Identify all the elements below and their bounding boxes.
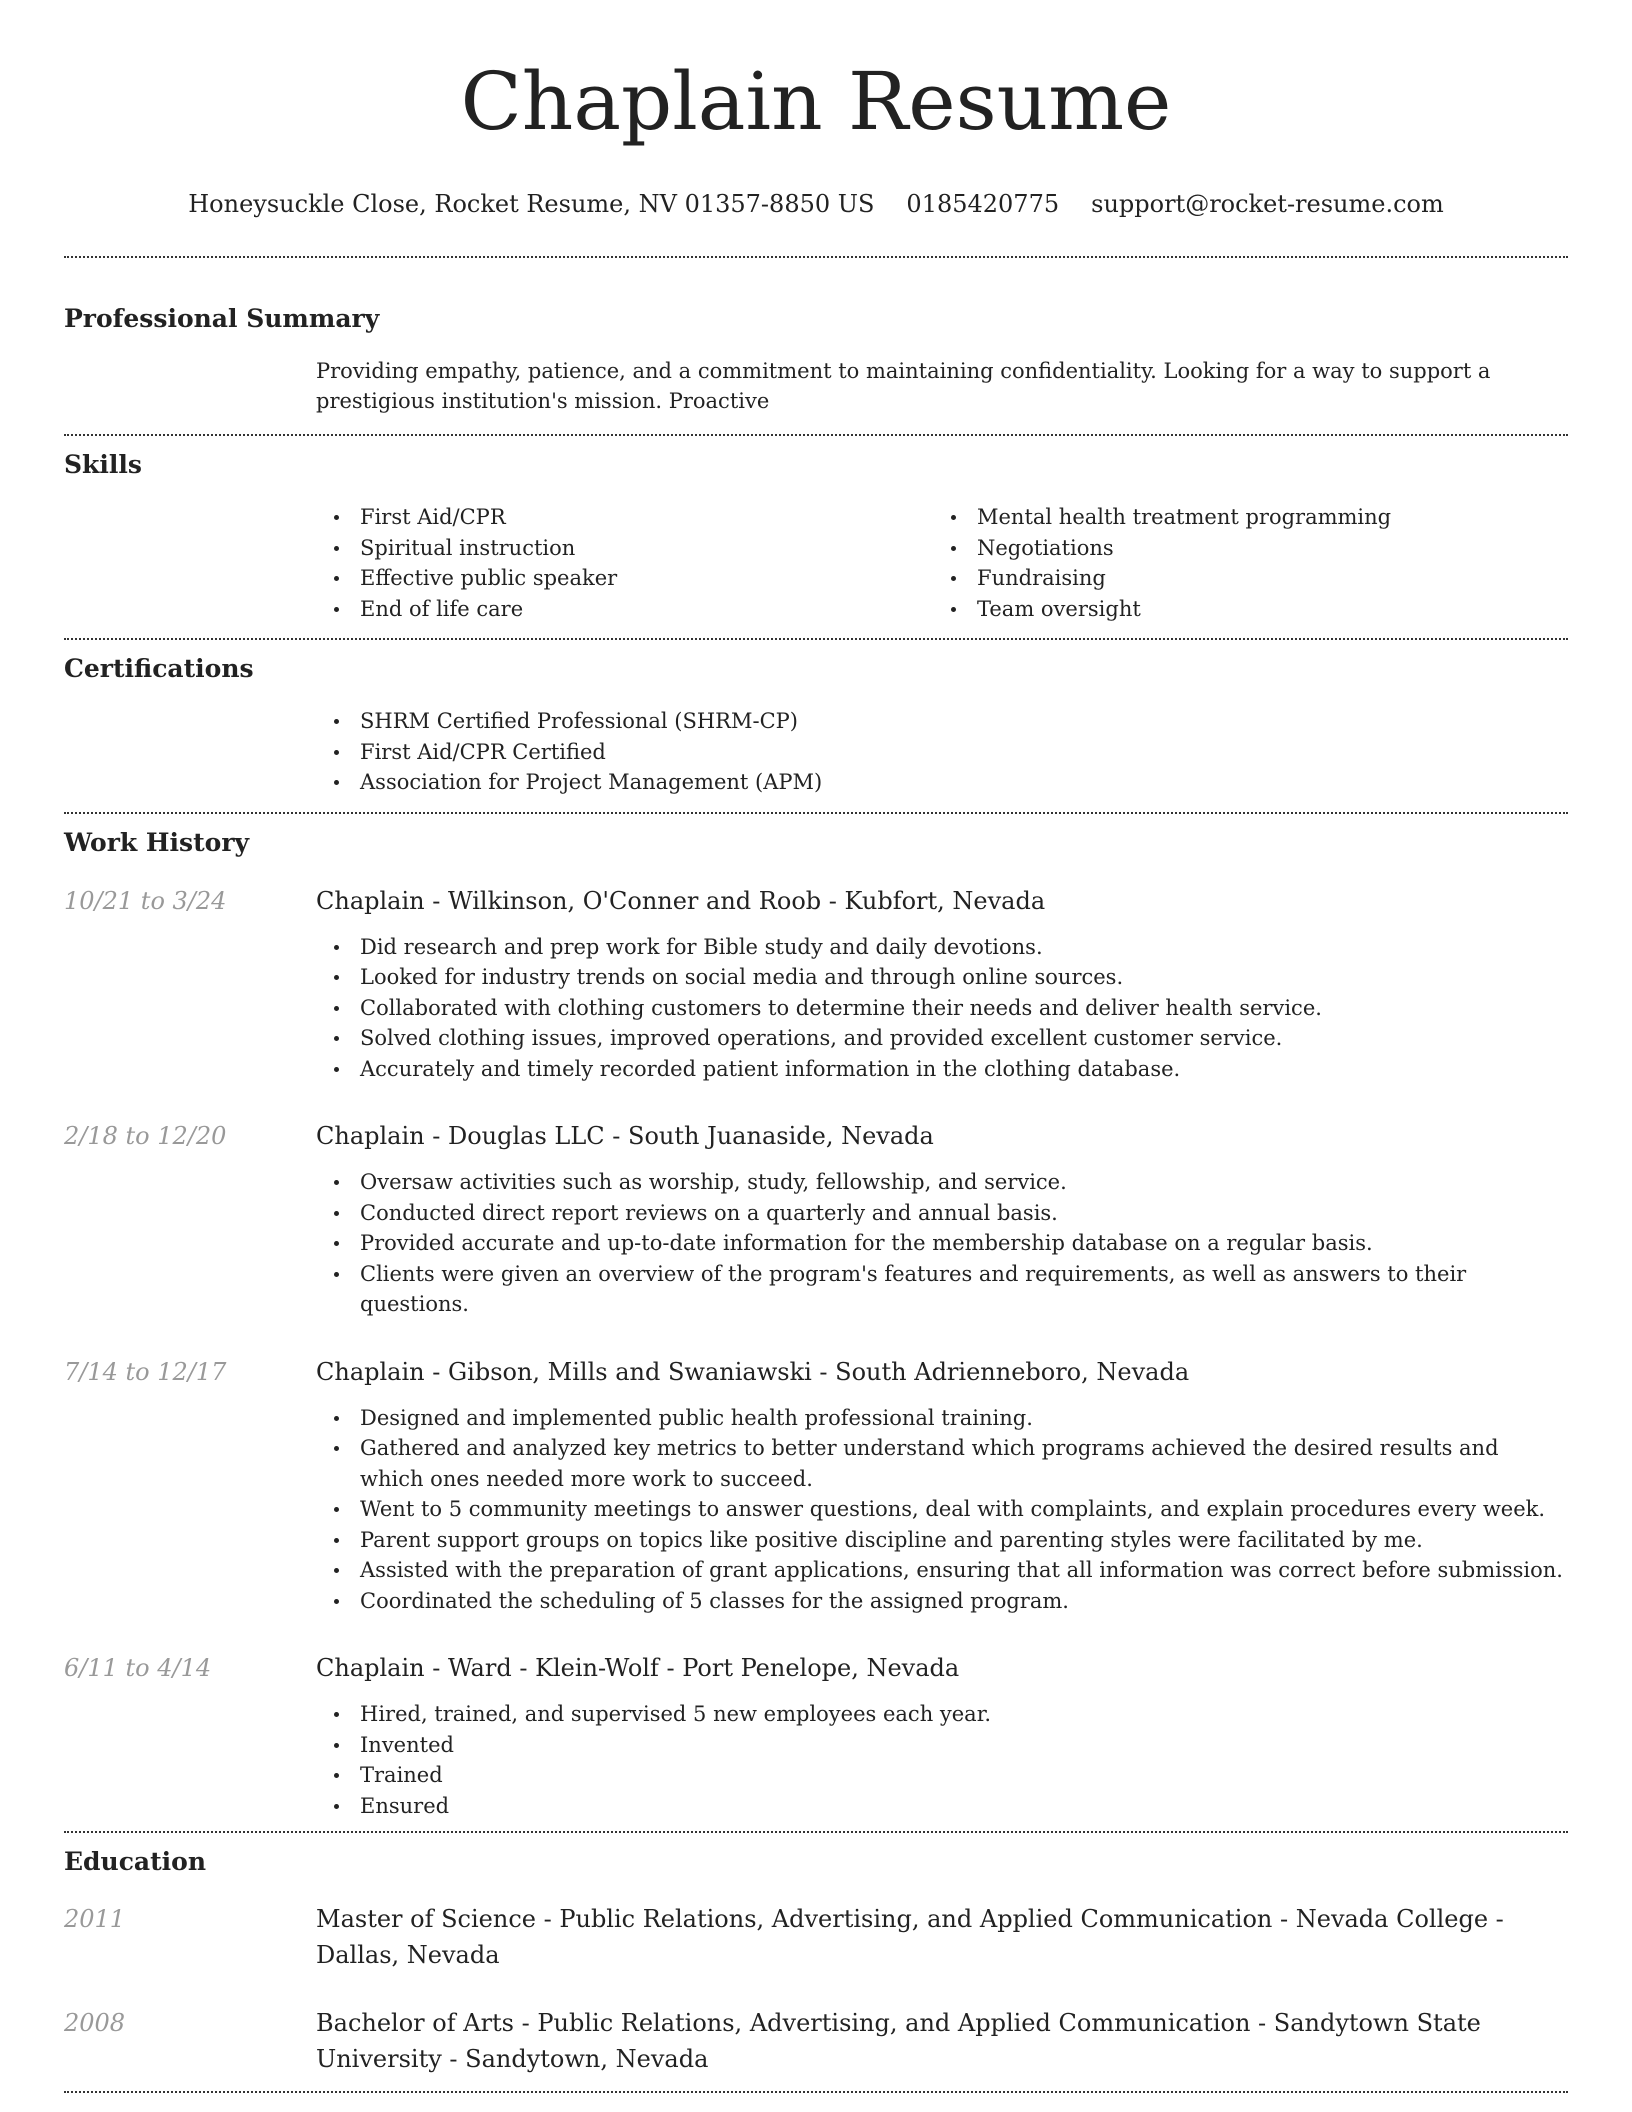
job-bullet: Parent support groups on topics like positive discipline and parenting styles were facilitated by me. [316,1525,1568,1556]
job-entry [64,1651,1568,1821]
skill-item: Mental health treatment programming [933,502,1550,533]
education-text: Master of Science - Public Relations, Advertising, and Applied Communication - Nevada College - Dallas, Nevada [316,1905,1504,1969]
section-title-skills: Skills [64,450,142,479]
job-bullet: Trained [316,1760,1568,1791]
job-bullet: Designed and implemented public health professional training. [316,1403,1568,1434]
job-bullet: Collaborated with clothing customers to determine their needs and deliver health service. [316,993,1568,1024]
job-bullet: Accurately and timely recorded patient information in the clothing database. [316,1054,1568,1085]
job-date: 7/14 to 12/17 [64,1357,227,1386]
job-bullet: Coordinated the scheduling of 5 classes for the assigned program. [316,1586,1568,1617]
divider [64,256,1568,258]
job-bullet: Assisted with the preparation of grant applications, ensuring that all information was correct before submission. [316,1555,1568,1586]
divider [64,434,1568,436]
job-bullet: Provided accurate and up-to-date information for the membership database on a regular basis. [316,1228,1568,1259]
section-title-education: Education [64,1847,207,1876]
section-title-certifications: Certifications [64,654,254,683]
skills-grid [316,502,1568,624]
job-entry [64,1119,1568,1320]
job-bullet: Hired, trained, and supervised 5 new employees each year. [316,1699,1568,1730]
job-bullet: Invented [316,1730,1568,1761]
skill-item: Spiritual instruction [316,533,933,564]
job-bullet: Ensured [316,1791,1568,1822]
skill-item: Fundraising [933,563,1550,594]
address-text: Honeysuckle Close, Rocket Resume, NV 01357-8850 US [188,190,875,218]
job-bullet: Conducted direct report reviews on a quarterly and annual basis. [316,1198,1568,1229]
contact-line [64,188,1568,220]
job-entry [64,884,1568,1085]
skill-item: Negotiations [933,533,1550,564]
skill-item: Effective public speaker [316,563,933,594]
job-bullet: Oversaw activities such as worship, study, fellowship, and service. [316,1167,1568,1198]
skill-item: End of life care [316,594,933,625]
section-title-work-history: Work History [64,827,250,857]
divider [64,2091,1568,2093]
job-bullet: Did research and prep work for Bible study and daily devotions. [316,932,1568,963]
certification-item: Association for Project Management (APM) [316,767,1568,798]
section-title-summary: Professional Summary [64,304,380,333]
job-bullet: Looked for industry trends on social media and through online sources. [316,962,1568,993]
job-bullet: Gathered and analyzed key metrics to better understand which programs achieved the desired results and which ones needed more work to succeed. [316,1433,1568,1494]
skills-list-right [933,502,1550,624]
certifications-list [316,706,1568,798]
skills-list-left [316,502,933,624]
divider [64,638,1568,640]
job-bullets [316,1699,1568,1821]
job-heading: Chaplain - Wilkinson, O'Conner and Roob - Kubfort, Nevada [316,886,1046,915]
job-heading: Chaplain - Ward - Klein-Wolf - Port Penelope, Nevada [316,1654,960,1682]
summary-text: Providing empathy, patience, and a commitment to maintaining confidentiality. Looking for a way to support a prestigious institution's mission. Proactive [316,359,1491,413]
job-date: 6/11 to 4/14 [64,1654,212,1682]
divider [64,812,1568,814]
education-entry [64,1901,1568,1973]
job-bullets [316,932,1568,1085]
job-heading: Chaplain - Gibson, Mills and Swaniawski - South Adrienneboro, Nevada [316,1357,1190,1386]
email-link[interactable]: support@rocket-resume.com [1091,190,1444,218]
certification-item: SHRM Certified Professional (SHRM-CP) [316,706,1568,737]
education-date: 2008 [64,2009,126,2037]
education-date: 2011 [64,1905,126,1933]
job-entry [64,1355,1568,1617]
education-entry [64,2005,1568,2077]
job-date: 10/21 to 3/24 [64,886,227,915]
job-date: 2/18 to 12/20 [64,1122,227,1150]
skill-item: Team oversight [933,594,1550,625]
divider [64,1831,1568,1833]
education-text: Bachelor of Arts - Public Relations, Advertising, and Applied Communication - Sandytown State University - Sandytown, Nevada [316,2009,1481,2073]
phone-text: 0185420775 [906,190,1060,218]
certification-item: First Aid/CPR Certified [316,737,1568,768]
job-bullet: Clients were given an overview of the program's features and requirements, as well as answers to their questions. [316,1259,1568,1320]
job-bullet: Solved clothing issues, improved operations, and provided excellent customer service. [316,1023,1568,1054]
resume-title: Chaplain Resume [460,55,1172,148]
job-heading: Chaplain - Douglas LLC - South Juanaside, Nevada [316,1122,934,1150]
job-bullets [316,1403,1568,1617]
skill-item: First Aid/CPR [316,502,933,533]
job-bullet: Went to 5 community meetings to answer questions, deal with complaints, and explain procedures every week. [316,1494,1568,1525]
job-bullets [316,1167,1568,1320]
